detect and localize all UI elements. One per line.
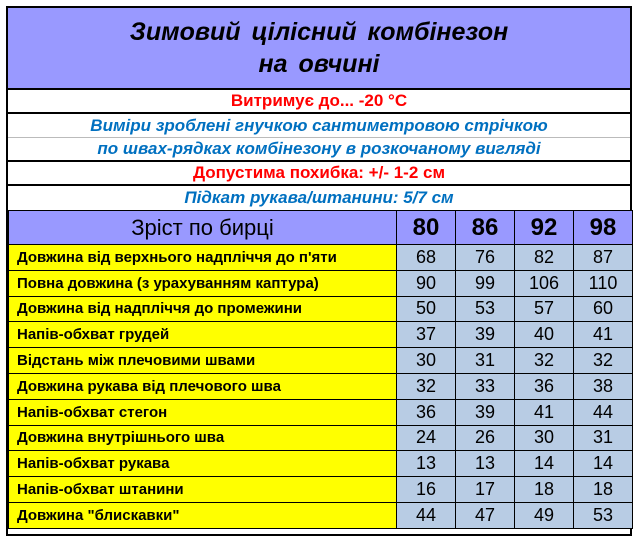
row-value: 37 — [397, 322, 456, 348]
row-value: 32 — [515, 348, 574, 374]
row-value: 41 — [574, 322, 633, 348]
table-row — [9, 270, 633, 296]
table-row — [9, 502, 633, 528]
row-label: Довжина рукава від плечового шва — [9, 373, 397, 399]
size-header: 80 — [397, 211, 456, 245]
row-label: Напів-обхват рукава — [9, 451, 397, 477]
row-value: 30 — [397, 348, 456, 374]
row-value: 68 — [397, 245, 456, 271]
table-row — [9, 348, 633, 374]
row-value: 44 — [574, 399, 633, 425]
row-label: Повна довжина (з урахуванням каптура) — [9, 270, 397, 296]
row-value: 24 — [397, 425, 456, 451]
table-row — [9, 399, 633, 425]
table-row — [9, 373, 633, 399]
row-label: Напів-обхват грудей — [9, 322, 397, 348]
size-header: 92 — [515, 211, 574, 245]
size-header: 86 — [456, 211, 515, 245]
row-value: 82 — [515, 245, 574, 271]
row-label: Напів-обхват стегон — [9, 399, 397, 425]
cuff-note: Підкат рукава/штанини: 5/7 см — [8, 186, 630, 210]
row-value: 13 — [456, 451, 515, 477]
row-label: Довжина "блискавки" — [9, 502, 397, 528]
row-value: 50 — [397, 296, 456, 322]
row-value: 18 — [574, 477, 633, 503]
header-label: Зріст по бирці — [9, 211, 397, 245]
row-value: 31 — [574, 425, 633, 451]
table-row — [9, 296, 633, 322]
row-label: Напів-обхват штанини — [9, 477, 397, 503]
row-value: 53 — [456, 296, 515, 322]
row-value: 30 — [515, 425, 574, 451]
row-value: 87 — [574, 245, 633, 271]
row-value: 39 — [456, 399, 515, 425]
tolerance-note: Допустима похибка: +/- 1-2 см — [8, 162, 630, 186]
row-value: 49 — [515, 502, 574, 528]
row-label: Довжина внутрішнього шва — [9, 425, 397, 451]
row-value: 32 — [397, 373, 456, 399]
row-value: 14 — [574, 451, 633, 477]
measure-note-line-1: Виміри зроблені гнучкою сантиметровою стрічкою — [8, 114, 630, 138]
row-value: 76 — [456, 245, 515, 271]
size-chart — [6, 6, 632, 536]
row-value: 33 — [456, 373, 515, 399]
row-value: 14 — [515, 451, 574, 477]
row-value: 44 — [397, 502, 456, 528]
table-row — [9, 322, 633, 348]
table-row — [9, 425, 633, 451]
row-value: 26 — [456, 425, 515, 451]
row-value: 13 — [397, 451, 456, 477]
table-row — [9, 451, 633, 477]
row-value: 38 — [574, 373, 633, 399]
size-header: 98 — [574, 211, 633, 245]
size-table — [8, 210, 633, 529]
row-value: 36 — [397, 399, 456, 425]
row-value: 18 — [515, 477, 574, 503]
row-label: Довжина від верхнього надпліччя до п'яти — [9, 245, 397, 271]
title-block — [8, 8, 630, 90]
row-value: 110 — [574, 270, 633, 296]
row-label: Довжина від надпліччя до промежини — [9, 296, 397, 322]
row-value: 40 — [515, 322, 574, 348]
row-value: 41 — [515, 399, 574, 425]
row-value: 53 — [574, 502, 633, 528]
row-value: 99 — [456, 270, 515, 296]
row-value: 31 — [456, 348, 515, 374]
row-value: 60 — [574, 296, 633, 322]
table-row — [9, 245, 633, 271]
row-value: 32 — [574, 348, 633, 374]
title-line-2: на овчині — [258, 50, 380, 78]
row-value: 17 — [456, 477, 515, 503]
row-label: Відстань між плечовими швами — [9, 348, 397, 374]
table-row — [9, 477, 633, 503]
row-value: 39 — [456, 322, 515, 348]
row-value: 90 — [397, 270, 456, 296]
row-value: 36 — [515, 373, 574, 399]
measure-note-line-2: по швах-рядках комбінезону в розкочаному вигляді — [8, 138, 630, 162]
row-value: 106 — [515, 270, 574, 296]
table-header-row — [9, 211, 633, 245]
temperature-note: Витримує до... -20 °С — [8, 90, 630, 114]
title-line-1: Зимовий цілісний комбінезон — [129, 18, 509, 46]
row-value: 47 — [456, 502, 515, 528]
row-value: 16 — [397, 477, 456, 503]
row-value: 57 — [515, 296, 574, 322]
